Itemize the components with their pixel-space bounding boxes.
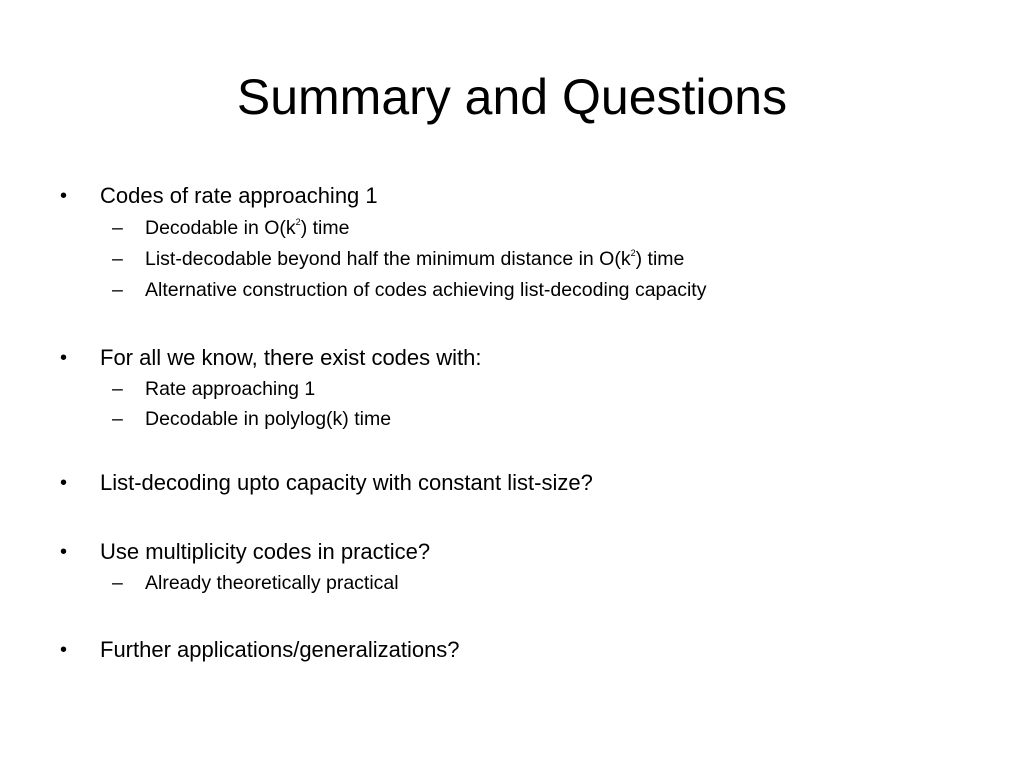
sub-text: Already theoretically practical (145, 572, 399, 594)
bullet-text: Use multiplicity codes in practice? (100, 539, 431, 564)
bullet-text: List-decoding upto capacity with constant list-size? (100, 470, 593, 495)
bullet-mark: • (60, 347, 68, 369)
sub-text: Rate approaching 1 (145, 378, 316, 400)
dash-mark: – (112, 279, 123, 301)
bullet-text: Codes of rate approaching 1 (100, 183, 378, 208)
bullet-mark: • (60, 472, 68, 494)
bullet-mark: • (60, 541, 68, 563)
sub-text: Alternative construction of codes achieving list-decoding capacity (145, 279, 707, 301)
bullet-mark: • (60, 185, 68, 207)
bullet-text: Further applications/generalizations? (100, 637, 460, 662)
dash-mark: – (112, 408, 123, 430)
dash-mark: – (112, 572, 123, 594)
bullet-text: For all we know, there exist codes with: (100, 345, 482, 370)
sub-text: List-decodable beyond half the minimum distance in $O(k^2)$ time (145, 248, 685, 270)
sub-text: Decodable in polylog(k) time (145, 408, 392, 430)
sub-text: Decodable in $O(k^2)$ time (145, 217, 350, 239)
bullet-mark: • (60, 639, 68, 661)
dash-mark: – (112, 217, 123, 239)
dash-mark: – (112, 248, 123, 270)
dash-mark: – (112, 378, 123, 400)
slide-title: Summary and Questions (236, 69, 788, 125)
